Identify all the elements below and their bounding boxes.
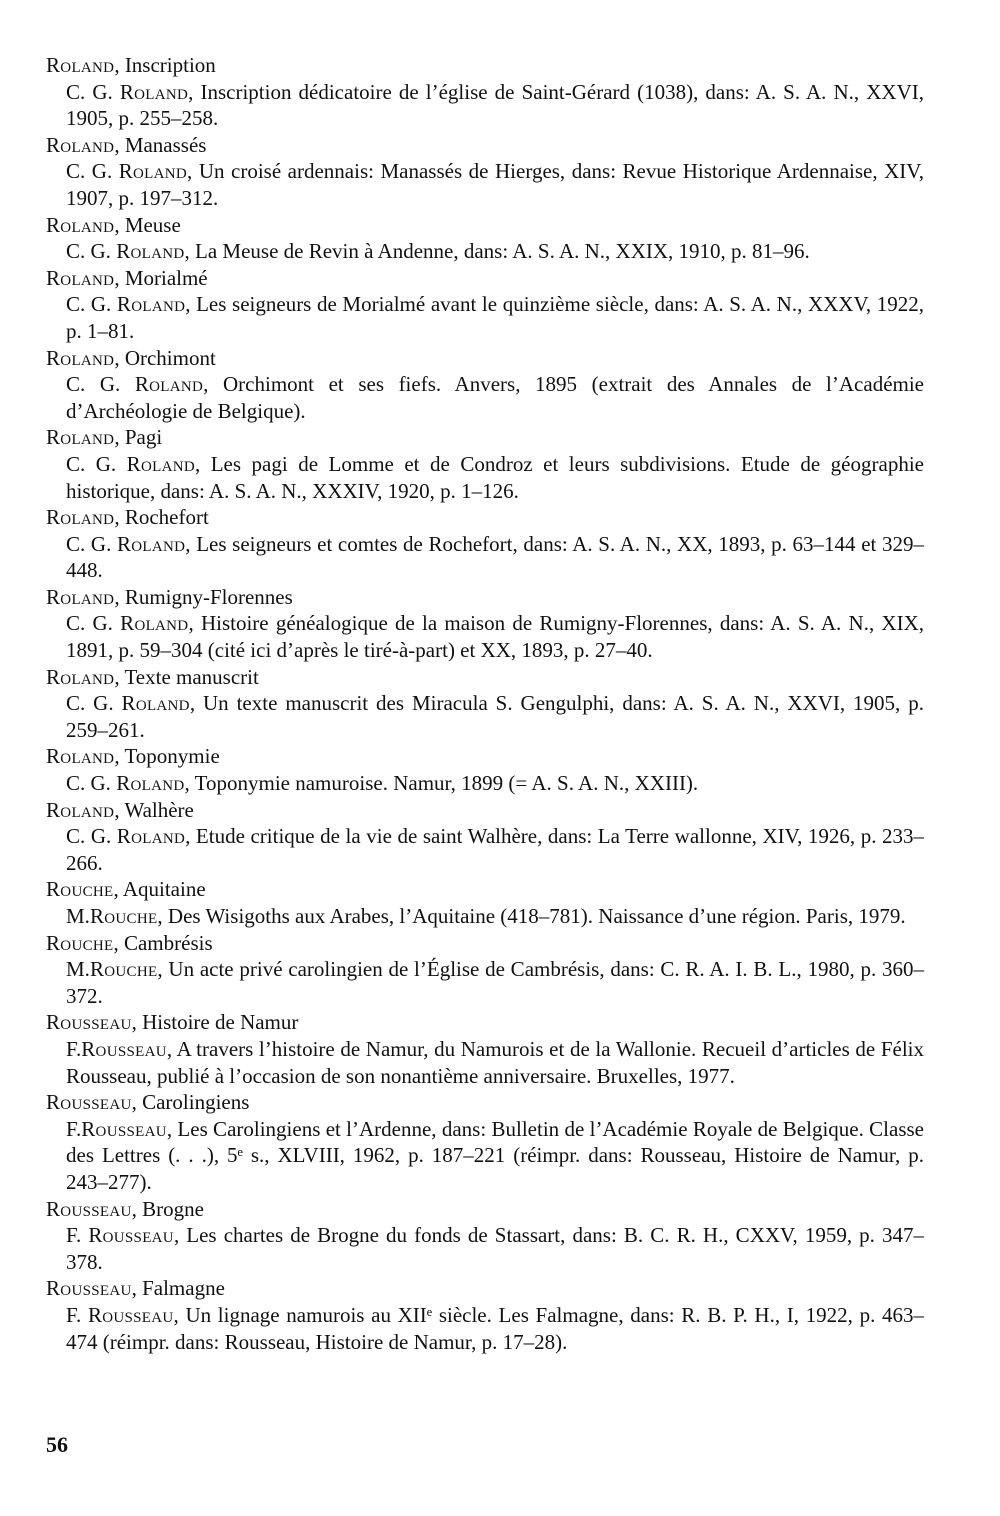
entry-short-title: Rochefort: [124, 505, 209, 530]
entry-author-name: Roland: [116, 239, 185, 264]
entry-full-reference: C. G. Roland, Histoire généalogique de la maison de Rumigny-Florennes, dans: A. S. A. N., XIX, 1891, p. 59–304 (cité ici d’après le tiré-à-part) et XX, 1893, p. 27–40.: [66, 611, 924, 663]
entry-author: Roland: [46, 505, 115, 530]
entry-author-name: Roland: [118, 159, 188, 184]
entry-short-title: Morialmé: [124, 265, 208, 290]
entry-initials: F.: [66, 1302, 82, 1327]
entry-author-name: Rousseau: [81, 1116, 167, 1141]
entry-short-reference: Roland, Walhère: [46, 797, 194, 822]
entry-short-title: Meuse: [124, 212, 181, 237]
entry-author: Rouche: [46, 930, 114, 955]
bibliography-entry: [46, 1275, 924, 1355]
entry-reference: La Meuse de Revin à Andenne, dans: A. S. A. N., XXIX, 1910, p. 81–96.: [195, 239, 810, 264]
entry-author: Roland: [46, 345, 115, 370]
bibliography-entry: [46, 52, 924, 132]
entry-short-title: Brogne: [142, 1196, 204, 1221]
entry-author-name: Roland: [126, 451, 195, 476]
entry-author: Roland: [46, 425, 115, 450]
entry-full-reference: F.Rousseau, A travers l’histoire de Namur, du Namurois et de la Wallonie. Recueil d’articles de Félix Rousseau, publié à l’occasion de son nonantième anniversaire. Bruxelles, 1977.: [66, 1036, 924, 1088]
entry-full-reference: C. G. Roland, Etude critique de la vie de saint Walhère, dans: La Terre wallonne, XIV, 1926, p. 233–266.: [66, 824, 924, 875]
entry-full-reference: C. G. Roland, Orchimont et ses fiefs. Anvers, 1895 (extrait des Annales de l’Académie d’Archéologie de Belgique).: [66, 372, 925, 423]
entry-short-title: Pagi: [124, 425, 163, 450]
entry-author-name: Roland: [121, 691, 190, 716]
entry-author: Rousseau: [46, 1276, 132, 1301]
entry-reference: Orchimont et ses fiefs. Anvers, 1895 (extrait des Annales de l’Académie d’Archéologie de Belgique).: [66, 372, 925, 423]
entry-initials: C. G.: [66, 771, 111, 796]
entry-short-title: Aquitaine: [122, 877, 206, 902]
entry-short-reference: Roland, Texte manuscrit: [46, 664, 259, 689]
entry-full-reference: C. G. Roland, Toponymie namuroise. Namur, 1899 (= A. S. A. N., XXIII).: [66, 771, 699, 796]
entry-short-reference: Roland, Manassés: [46, 132, 207, 157]
entry-short-reference: Roland, Rumigny-Florennes: [46, 584, 293, 609]
entry-initials: F.: [66, 1223, 82, 1248]
entry-initials: C. G.: [66, 824, 112, 849]
bibliography-entry: [46, 504, 924, 584]
bibliography-entry: [46, 212, 924, 265]
bibliography-entry: [46, 424, 924, 504]
entry-full-reference: M.Rouche, Un acte privé carolingien de l’Église de Cambrésis, dans: C. R. A. I. B. L., 1980, p. 360–372.: [66, 957, 924, 1008]
entry-short-title: Histoire de Namur: [142, 1010, 299, 1035]
entry-full-reference: F.Rousseau, Les Carolingiens et l’Ardenne, dans: Bulletin de l’Académie Royale de Belgique. Classe des Lettres (. . .), 5ᵉ s., XLVIII, 1962, p. 187–221 (réimpr. dans: Rousseau, Histoire de Namur, p. 243–277).: [66, 1116, 925, 1194]
bibliography-entry: [46, 1009, 924, 1089]
entry-full-reference: F. Rousseau, Les chartes de Brogne du fonds de Stassart, dans: B. C. R. H., CXXV, 1959, p. 347–378.: [66, 1223, 924, 1274]
entry-reference: Les pagi de Lomme et de Condroz et leurs subdivisions. Etude de géographie historique, dans: A. S. A. N., XXXIV, 1920, p. 1–126.: [66, 451, 924, 503]
bibliography-entries: [46, 52, 924, 1355]
entry-author: Rousseau: [46, 1196, 132, 1221]
entry-reference: Un lignage namurois au XIIᵉ siècle. Les Falmagne, dans: R. B. P. H., I, 1922, p. 463–474 (réimpr. dans: Rousseau, Histoire de Namur, p. 17–28).: [66, 1302, 925, 1354]
entry-short-reference: Rouche, Cambrésis: [46, 930, 213, 955]
entry-reference: Les seigneurs de Morialmé avant le quinzième siècle, dans: A. S. A. N., XXXV, 1922, p. 1–81.: [66, 292, 925, 343]
entry-reference: Des Wisigoths aux Arabes, l’Aquitaine (418–781). Naissance d’une région. Paris, 1979.: [167, 904, 906, 928]
bibliography-entry: [46, 797, 924, 877]
entry-reference: Les chartes de Brogne du fonds de Stassart, dans: B. C. R. H., CXXV, 1959, p. 347–378.: [66, 1223, 924, 1274]
entry-author: Roland: [46, 664, 115, 689]
entry-full-reference: C. G. Roland, Les seigneurs et comtes de Rochefort, dans: A. S. A. N., XX, 1893, p. 63–144 et 329–448.: [66, 531, 925, 583]
entry-author-name: Roland: [116, 531, 186, 556]
entry-short-reference: Rousseau, Carolingiens: [46, 1090, 250, 1115]
entry-author: Roland: [46, 265, 115, 290]
entry-author: Rouche: [46, 877, 114, 902]
page-number: 56: [46, 1432, 68, 1457]
bibliography-entry: [46, 132, 924, 212]
entry-author-name: Rousseau: [88, 1223, 174, 1248]
entry-initials: F.: [66, 1116, 82, 1141]
entry-initials: M.: [66, 904, 90, 928]
entry-author-name: Roland: [134, 372, 204, 397]
entry-author: Roland: [46, 53, 115, 77]
entry-short-reference: Roland, Toponymie: [46, 744, 220, 769]
entry-author-name: Roland: [116, 771, 185, 796]
entry-short-reference: Roland, Pagi: [46, 425, 163, 450]
entry-full-reference: F. Rousseau, Un lignage namurois au XIIᵉ siècle. Les Falmagne, dans: R. B. P. H., I, 1922, p. 463–474 (réimpr. dans: Rousseau, Histoire de Namur, p. 17–28).: [66, 1302, 925, 1354]
entry-author-name: Rouche: [89, 957, 158, 982]
entry-full-reference: C. G. Roland, Un croisé ardennais: Manassés de Hierges, dans: Revue Historique Ardennaise, XIV, 1907, p. 197–312.: [66, 159, 925, 210]
entry-initials: C. G.: [66, 159, 113, 184]
entry-author-name: Rousseau: [87, 1302, 174, 1327]
entry-author-name: Roland: [119, 79, 189, 104]
entry-full-reference: C. G. Roland, Un texte manuscrit des Miracula S. Gengulphi, dans: A. S. A. N., XXVI, 1905, p. 259–261.: [66, 691, 924, 742]
entry-initials: C. G.: [66, 451, 117, 476]
entry-initials: C. G.: [66, 611, 113, 636]
entry-author: Rousseau: [46, 1010, 132, 1035]
entry-author-name: Rousseau: [81, 1036, 167, 1061]
entry-short-title: Orchimont: [124, 345, 216, 370]
entry-short-reference: Rousseau, Histoire de Namur: [46, 1010, 299, 1035]
entry-short-title: Texte manuscrit: [124, 664, 259, 689]
entry-short-reference: Roland, Meuse: [46, 212, 181, 237]
entry-reference: Les seigneurs et comtes de Rochefort, dans: A. S. A. N., XX, 1893, p. 63–144 et 329–448.: [66, 531, 925, 583]
entry-full-reference: C. G. Roland, Les seigneurs de Morialmé avant le quinzième siècle, dans: A. S. A. N., XXXV, 1922, p. 1–81.: [66, 292, 925, 343]
entry-reference: Un acte privé carolingien de l’Église de Cambrésis, dans: C. R. A. I. B. L., 1980, p. 360–372.: [66, 957, 924, 1008]
entry-reference: Les Carolingiens et l’Ardenne, dans: Bulletin de l’Académie Royale de Belgique. Classe des Lettres (. . .), 5ᵉ s., XLVIII, 1962, p. 187–221 (réimpr. dans: Rousseau, Histoire de Namur, p. 243–277).: [66, 1116, 925, 1194]
entry-author: Roland: [46, 744, 115, 769]
entry-reference: Un texte manuscrit des Miracula S. Gengulphi, dans: A. S. A. N., XXVI, 1905, p. 259–261.: [66, 691, 924, 742]
entry-full-reference: M.Rouche, Des Wisigoths aux Arabes, l’Aquitaine (418–781). Naissance d’une région. Paris, 1979.: [66, 904, 906, 928]
entry-short-title: Toponymie: [124, 744, 220, 769]
entry-initials: C. G.: [66, 372, 121, 397]
bibliography-entry: [46, 345, 924, 425]
entry-author-name: Roland: [116, 824, 186, 849]
entry-initials: F.: [66, 1036, 82, 1061]
entry-initials: C. G.: [66, 79, 113, 104]
entry-full-reference: C. G. Roland, La Meuse de Revin à Andenne, dans: A. S. A. N., XXIX, 1910, p. 81–96.: [66, 239, 810, 264]
entry-short-reference: Rouche, Aquitaine: [46, 877, 206, 902]
entry-reference: Histoire généalogique de la maison de Rumigny-Florennes, dans: A. S. A. N., XIX, 1891, p. 59–304 (cité ici d’après le tiré-à-part) et XX, 1893, p. 27–40.: [66, 611, 924, 663]
entry-short-reference: Roland, Rochefort: [46, 505, 209, 530]
entry-short-title: Manassés: [124, 132, 207, 157]
entry-reference: A travers l’histoire de Namur, du Namurois et de la Wallonie. Recueil d’articles de Félix Rousseau, publié à l’occasion de son nonantième anniversaire. Bruxelles, 1977.: [66, 1036, 924, 1088]
entry-author: Roland: [46, 132, 115, 157]
entry-short-title: Falmagne: [142, 1276, 225, 1301]
entry-initials: C. G.: [66, 691, 114, 716]
entry-short-title: Inscription: [124, 53, 216, 77]
entry-short-reference: Rousseau, Falmagne: [46, 1276, 225, 1301]
entry-initials: C. G.: [66, 531, 112, 556]
entry-reference: Un croisé ardennais: Manassés de Hierges, dans: Revue Historique Ardennaise, XIV, 1907, p. 197–312.: [66, 159, 925, 210]
entry-initials: C. G.: [66, 292, 112, 317]
entry-author: Roland: [46, 584, 115, 609]
entry-full-reference: C. G. Roland, Inscription dédicatoire de l’église de Saint-Gérard (1038), dans: A. S. A. N., XXVI, 1905, p. 255–258.: [66, 79, 924, 131]
entry-short-title: Carolingiens: [142, 1090, 250, 1115]
entry-reference: Inscription dédicatoire de l’église de Saint-Gérard (1038), dans: A. S. A. N., XXVI, 1905, p. 255–258.: [66, 79, 924, 131]
entry-author: Roland: [46, 797, 115, 822]
entry-author-name: Roland: [120, 611, 189, 636]
entry-reference: Toponymie namuroise. Namur, 1899 (= A. S. A. N., XXIII).: [194, 771, 699, 796]
entry-short-title: Rumigny-Florennes: [124, 584, 293, 609]
entry-short-title: Walhère: [124, 797, 194, 822]
bibliography-entry: [46, 876, 924, 929]
bibliography-entry: [46, 584, 924, 664]
entry-initials: M.: [66, 957, 90, 982]
entry-short-reference: Roland, Orchimont: [46, 345, 216, 370]
entry-author: Roland: [46, 212, 115, 237]
entry-short-reference: Roland, Inscription: [46, 53, 216, 77]
entry-initials: C. G.: [66, 239, 111, 264]
entry-author-name: Roland: [116, 292, 186, 317]
bibliography-entry: [46, 743, 924, 796]
bibliography-entry: [46, 664, 924, 744]
entry-full-reference: C. G. Roland, Les pagi de Lomme et de Condroz et leurs subdivisions. Etude de géographie historique, dans: A. S. A. N., XXXIV, 1920, p. 1–126.: [66, 451, 924, 503]
bibliography-entry: [46, 1196, 924, 1276]
entry-author: Rousseau: [46, 1090, 132, 1115]
entry-author-name: Rouche: [89, 904, 158, 928]
bibliography-entry: [46, 930, 924, 1010]
entry-short-reference: Rousseau, Brogne: [46, 1196, 204, 1221]
entry-reference: Etude critique de la vie de saint Walhère, dans: La Terre wallonne, XIV, 1926, p. 233–266.: [66, 824, 924, 875]
entry-short-title: Cambrésis: [123, 930, 213, 955]
bibliography-entry: [46, 1089, 924, 1195]
bibliography-entry: [46, 265, 924, 345]
entry-short-reference: Roland, Morialmé: [46, 265, 208, 290]
